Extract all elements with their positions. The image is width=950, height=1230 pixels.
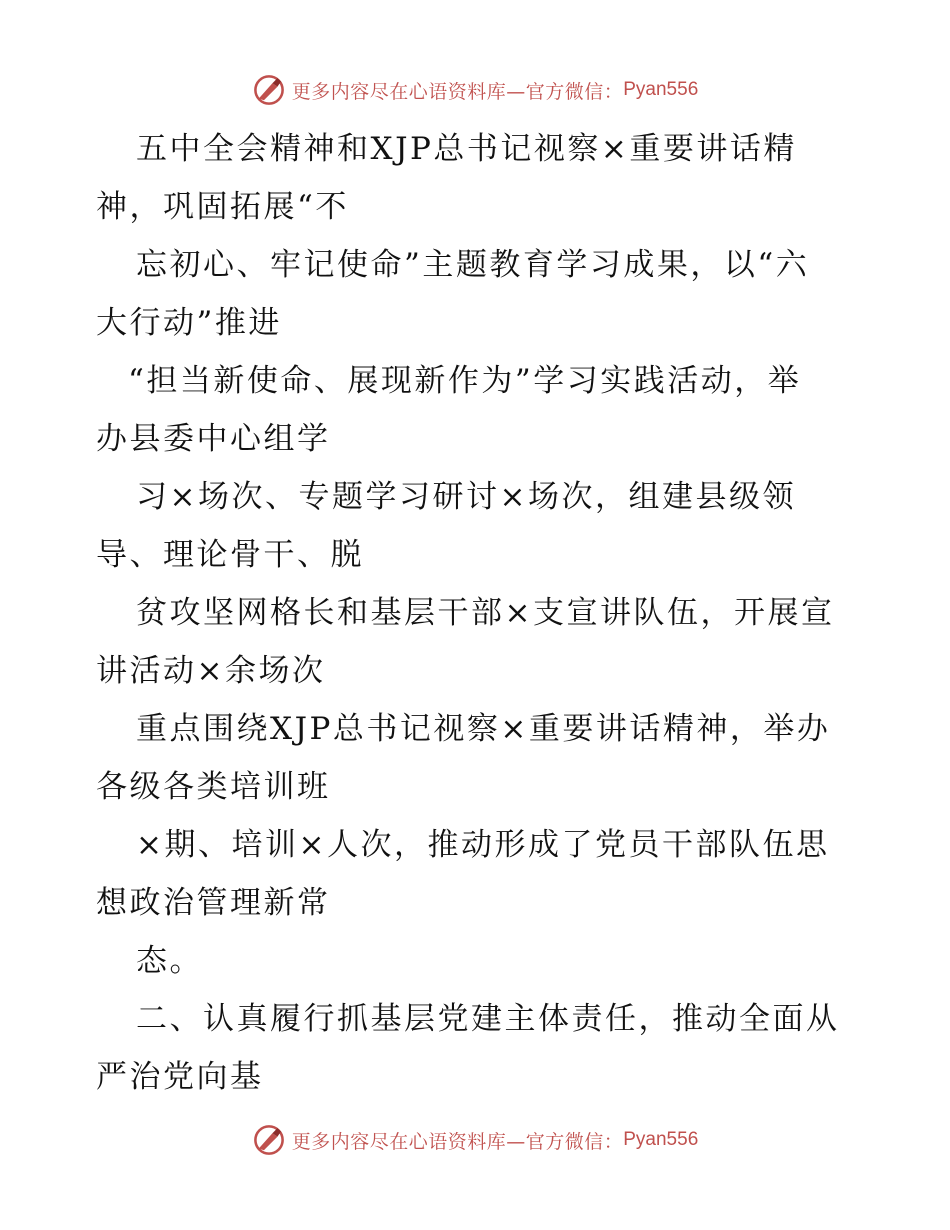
brand-logo-icon (252, 73, 286, 107)
watermark-text: 更多内容尽在心语资料库—官方微信： (291, 1130, 624, 1153)
text-line: 各级各类培训班 (96, 769, 331, 805)
brand-logo-icon (252, 1123, 286, 1157)
text-line: 态。 (136, 943, 203, 979)
text-line: 习×场次、专题学习研讨×场次，组建县级领 (136, 479, 796, 515)
text-line: 严治党向基 (96, 1059, 264, 1095)
text-line: 贫攻坚网格长和基层干部×支宣讲队伍，开展宣 (136, 595, 835, 631)
document-body (96, 120, 856, 1106)
text-line: 重点围绕XJP总书记视察×重要讲话精神，举办 (136, 711, 831, 747)
text-line: 讲活动×余场次 (96, 653, 326, 689)
text-line: 忘初心、牢记使命”主题教育学习成果，以“六 (136, 247, 810, 283)
text-line: 大行动”推进 (96, 305, 282, 341)
text-line: “担当新使命、展现新作为”学习实践活动，举 (128, 363, 802, 399)
text-line: 想政治管理新常 (96, 885, 331, 921)
text-line: 二、认真履行抓基层党建主体责任，推动全面从 (136, 1001, 840, 1037)
header-watermark (0, 70, 950, 110)
footer-watermark (0, 1120, 950, 1160)
watermark-wechat-id: Pyan556 (623, 1129, 699, 1150)
text-line: 办县委中心组学 (96, 421, 331, 457)
watermark-wechat-id: Pyan556 (623, 79, 699, 100)
text-line: 五中全会精神和XJP总书记视察×重要讲话精 (136, 131, 797, 167)
watermark-text: 更多内容尽在心语资料库—官方微信： (291, 80, 624, 103)
text-line: ×期、培训×人次，推动形成了党员干部队伍思 (136, 827, 830, 863)
text-line: 神，巩固拓展“不 (96, 189, 349, 225)
text-line: 导、理论骨干、脱 (96, 537, 364, 573)
